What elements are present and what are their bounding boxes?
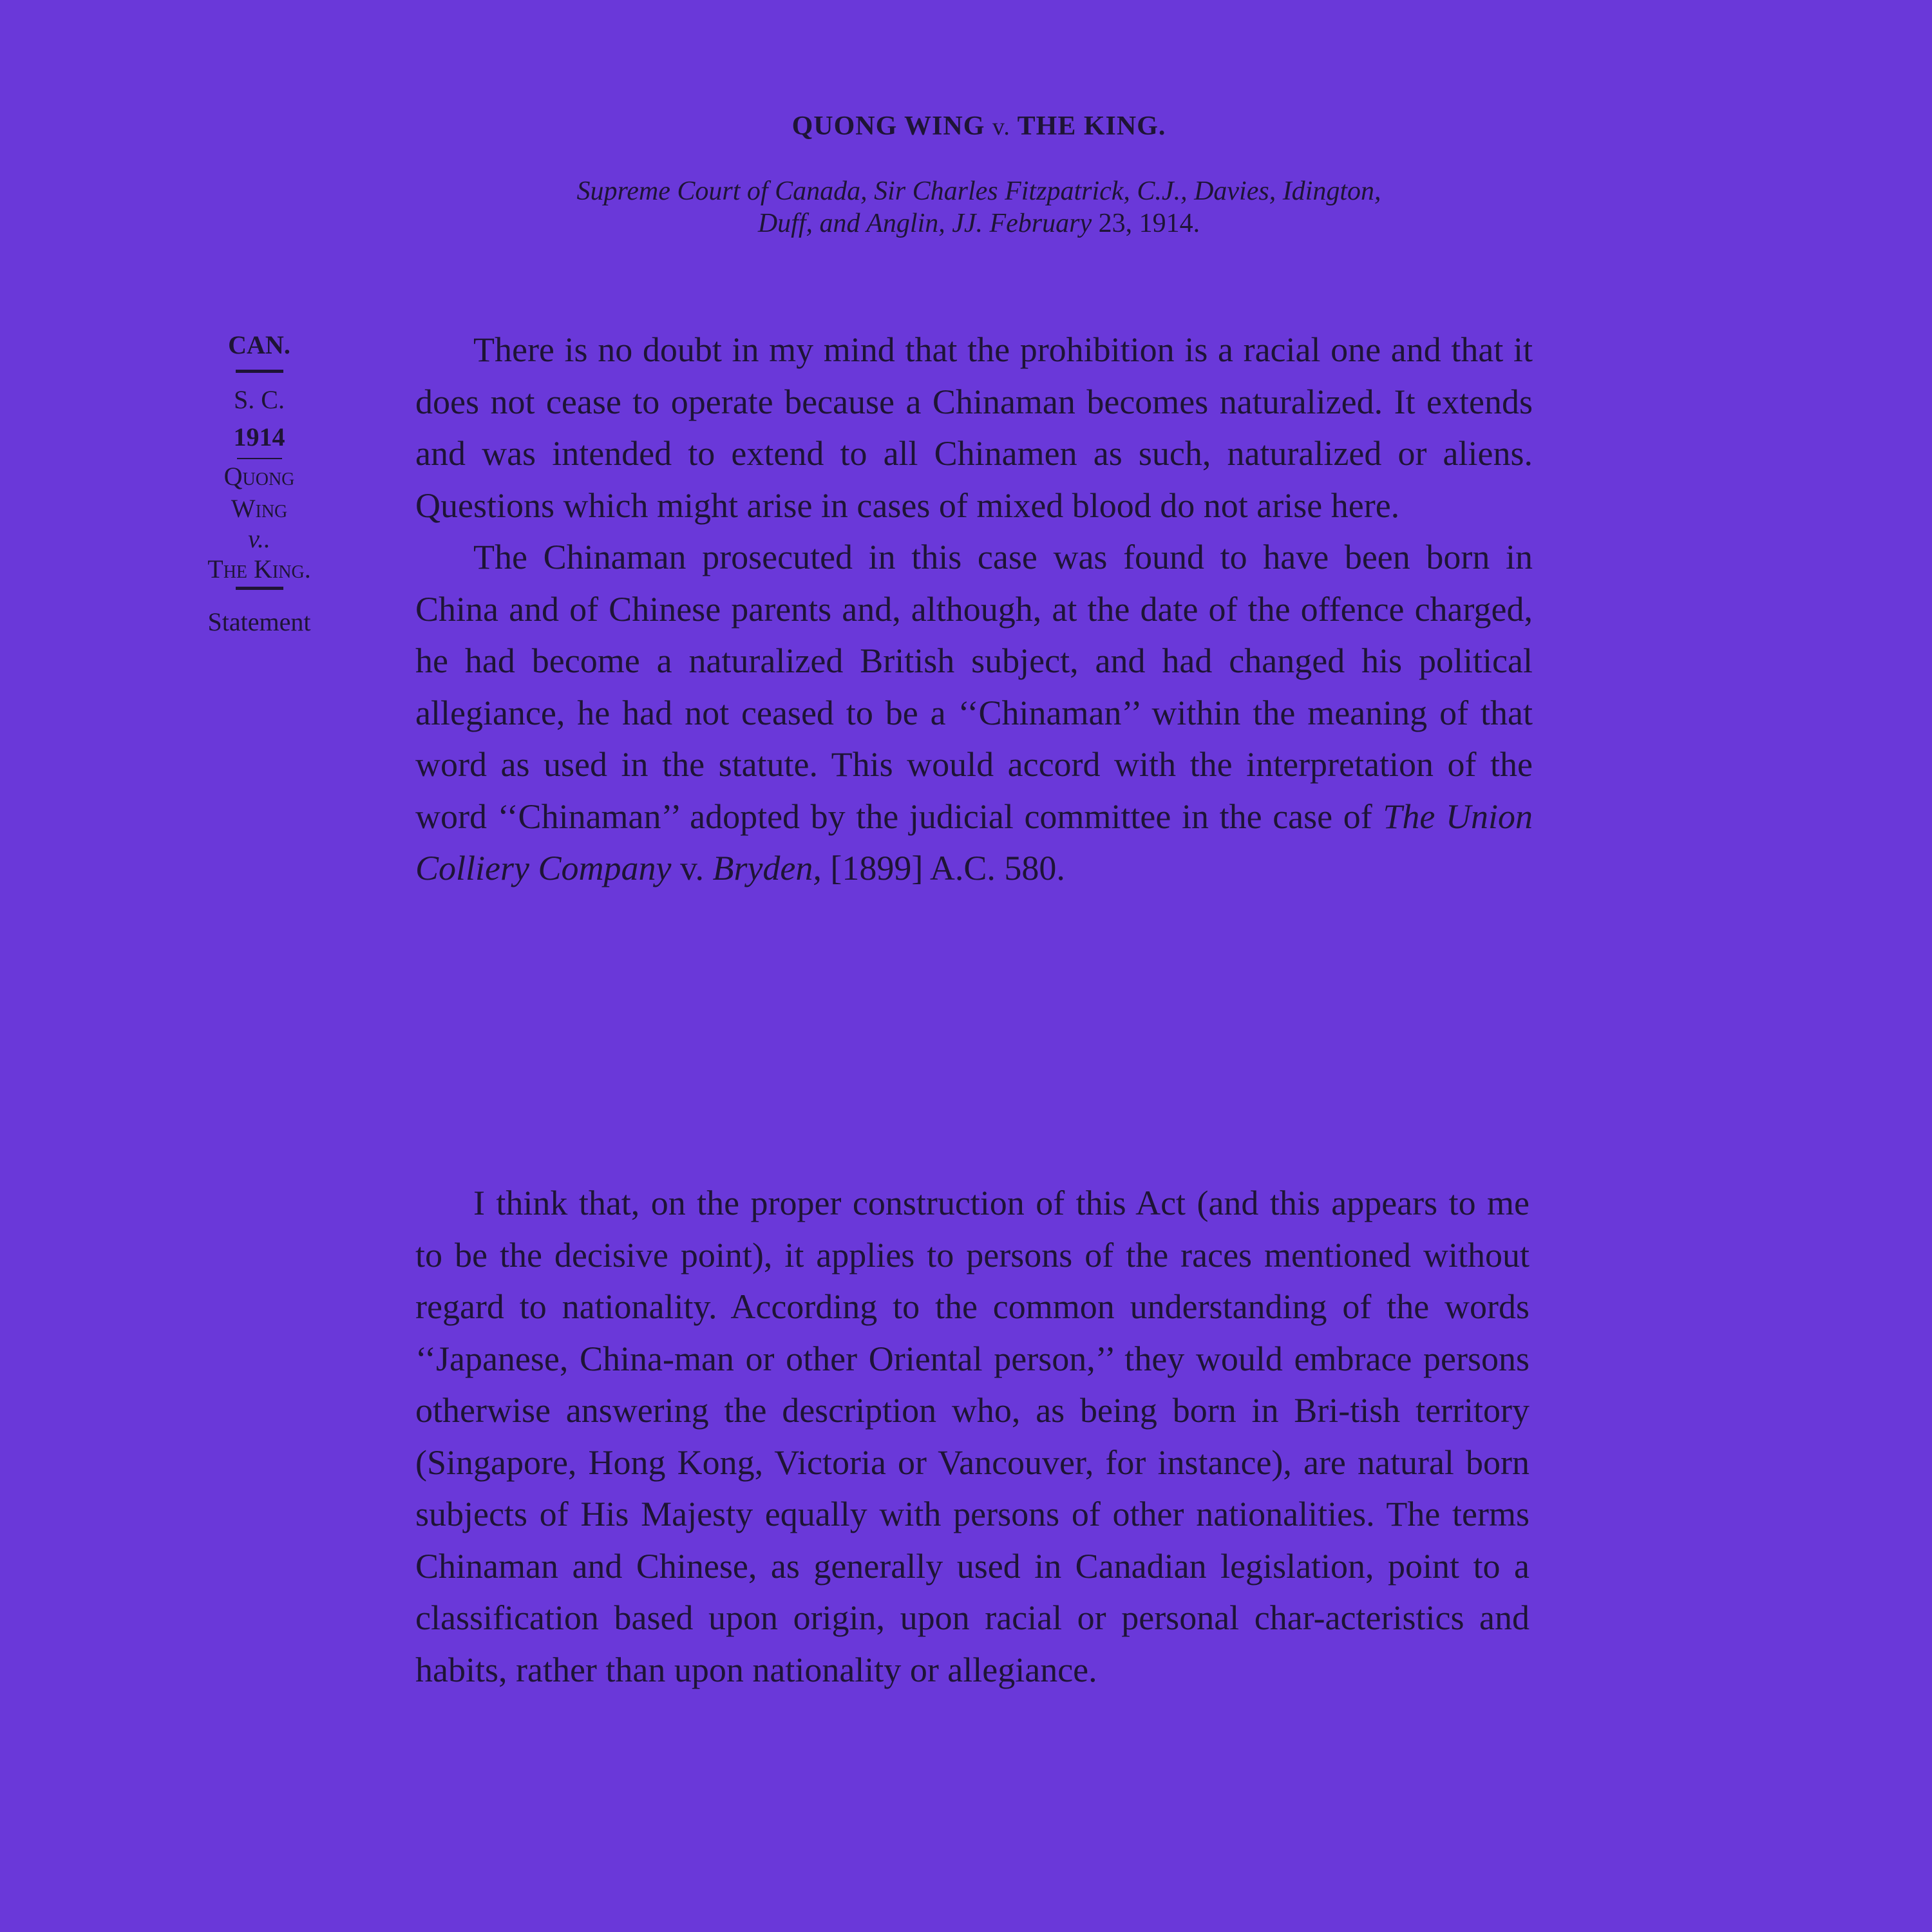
margin-rule (237, 458, 282, 459)
case-title (386, 111, 1571, 142)
margin-rule (236, 370, 283, 373)
court-line-2 (386, 207, 1571, 240)
body-block-2 (415, 1177, 1530, 1696)
cited-case-citation: [1899] A.C. 580. (830, 849, 1065, 887)
case-title-party1: QUONG WING (791, 111, 985, 141)
margin-party1-line1: Quong (223, 462, 295, 491)
paragraph-1: There is no doubt in my mind that the prohibition is a racial one and that it does not cease to operate because a Chinaman becomes naturalized. It extends and was intended to extend to all Chinamen as such, naturalized or aliens. Questions which might arise in cases of mixed blood do not arise here. (415, 330, 1533, 525)
cited-case-party1: The Union Colliery Company (415, 797, 1533, 887)
margin-court: S. C. (234, 385, 285, 414)
court-line-1: Supreme Court of Canada, Sir Charles Fitzpatrick, C.J., Davies, Idington, (576, 176, 1381, 206)
margin-note (161, 322, 357, 648)
decision-date: 23, 1914. (1098, 209, 1200, 238)
margin-country: CAN. (228, 330, 290, 359)
case-title-party2: THE KING. (1017, 111, 1166, 141)
margin-year: 1914 (233, 422, 285, 451)
body-block-1 (415, 324, 1533, 895)
margin-party2: The King. (207, 554, 311, 583)
cited-case-versus: v. (679, 849, 704, 887)
margin-section: Statement (207, 607, 311, 636)
case-title-versus: v. (992, 113, 1010, 140)
paragraph-2-text: The Chinaman prosecuted in this case was found to have been born in China and of Chinese parents and, although, at the date of the offence charged, he had become a naturalized British subject, and had changed his political allegiance, he had not ceased to be a ‘‘Chinaman’’ within the meaning of that word as used in the statute. This would accord with the interpretation of the word ‘‘Chinaman’’ adopted by the judicial committee in the case of (415, 538, 1533, 836)
margin-versus: v.. (248, 524, 270, 553)
court-line-2-judges: Duff, and Anglin, JJ. February (757, 209, 1092, 238)
margin-rule (236, 587, 283, 590)
margin-party1-line2: Wing (231, 494, 288, 523)
paragraph-3: I think that, on the proper construction of this Act (and this appears to me to be the decisive point), it applies to persons of the races mentioned without regard to nationality. According to the common understanding of the words ‘‘Japanese, China-man or other Oriental person,’’ they would embrace persons otherwise answering the description who, as being born in Bri-tish territory (Singapore, Hong Kong, Victoria or Vancouver, for instance), are natural born subjects of His Majesty equally with persons of other nationalities. The terms Chinaman and Chinese, as generally used in Canadian legislation, point to a classification based upon origin, upon racial or personal char-acteristics and habits, rather than upon nationality or allegiance. (415, 1184, 1530, 1689)
paragraph-2 (415, 531, 1533, 895)
court-line (386, 175, 1571, 240)
cited-case-party2: Bryden, (712, 849, 822, 887)
